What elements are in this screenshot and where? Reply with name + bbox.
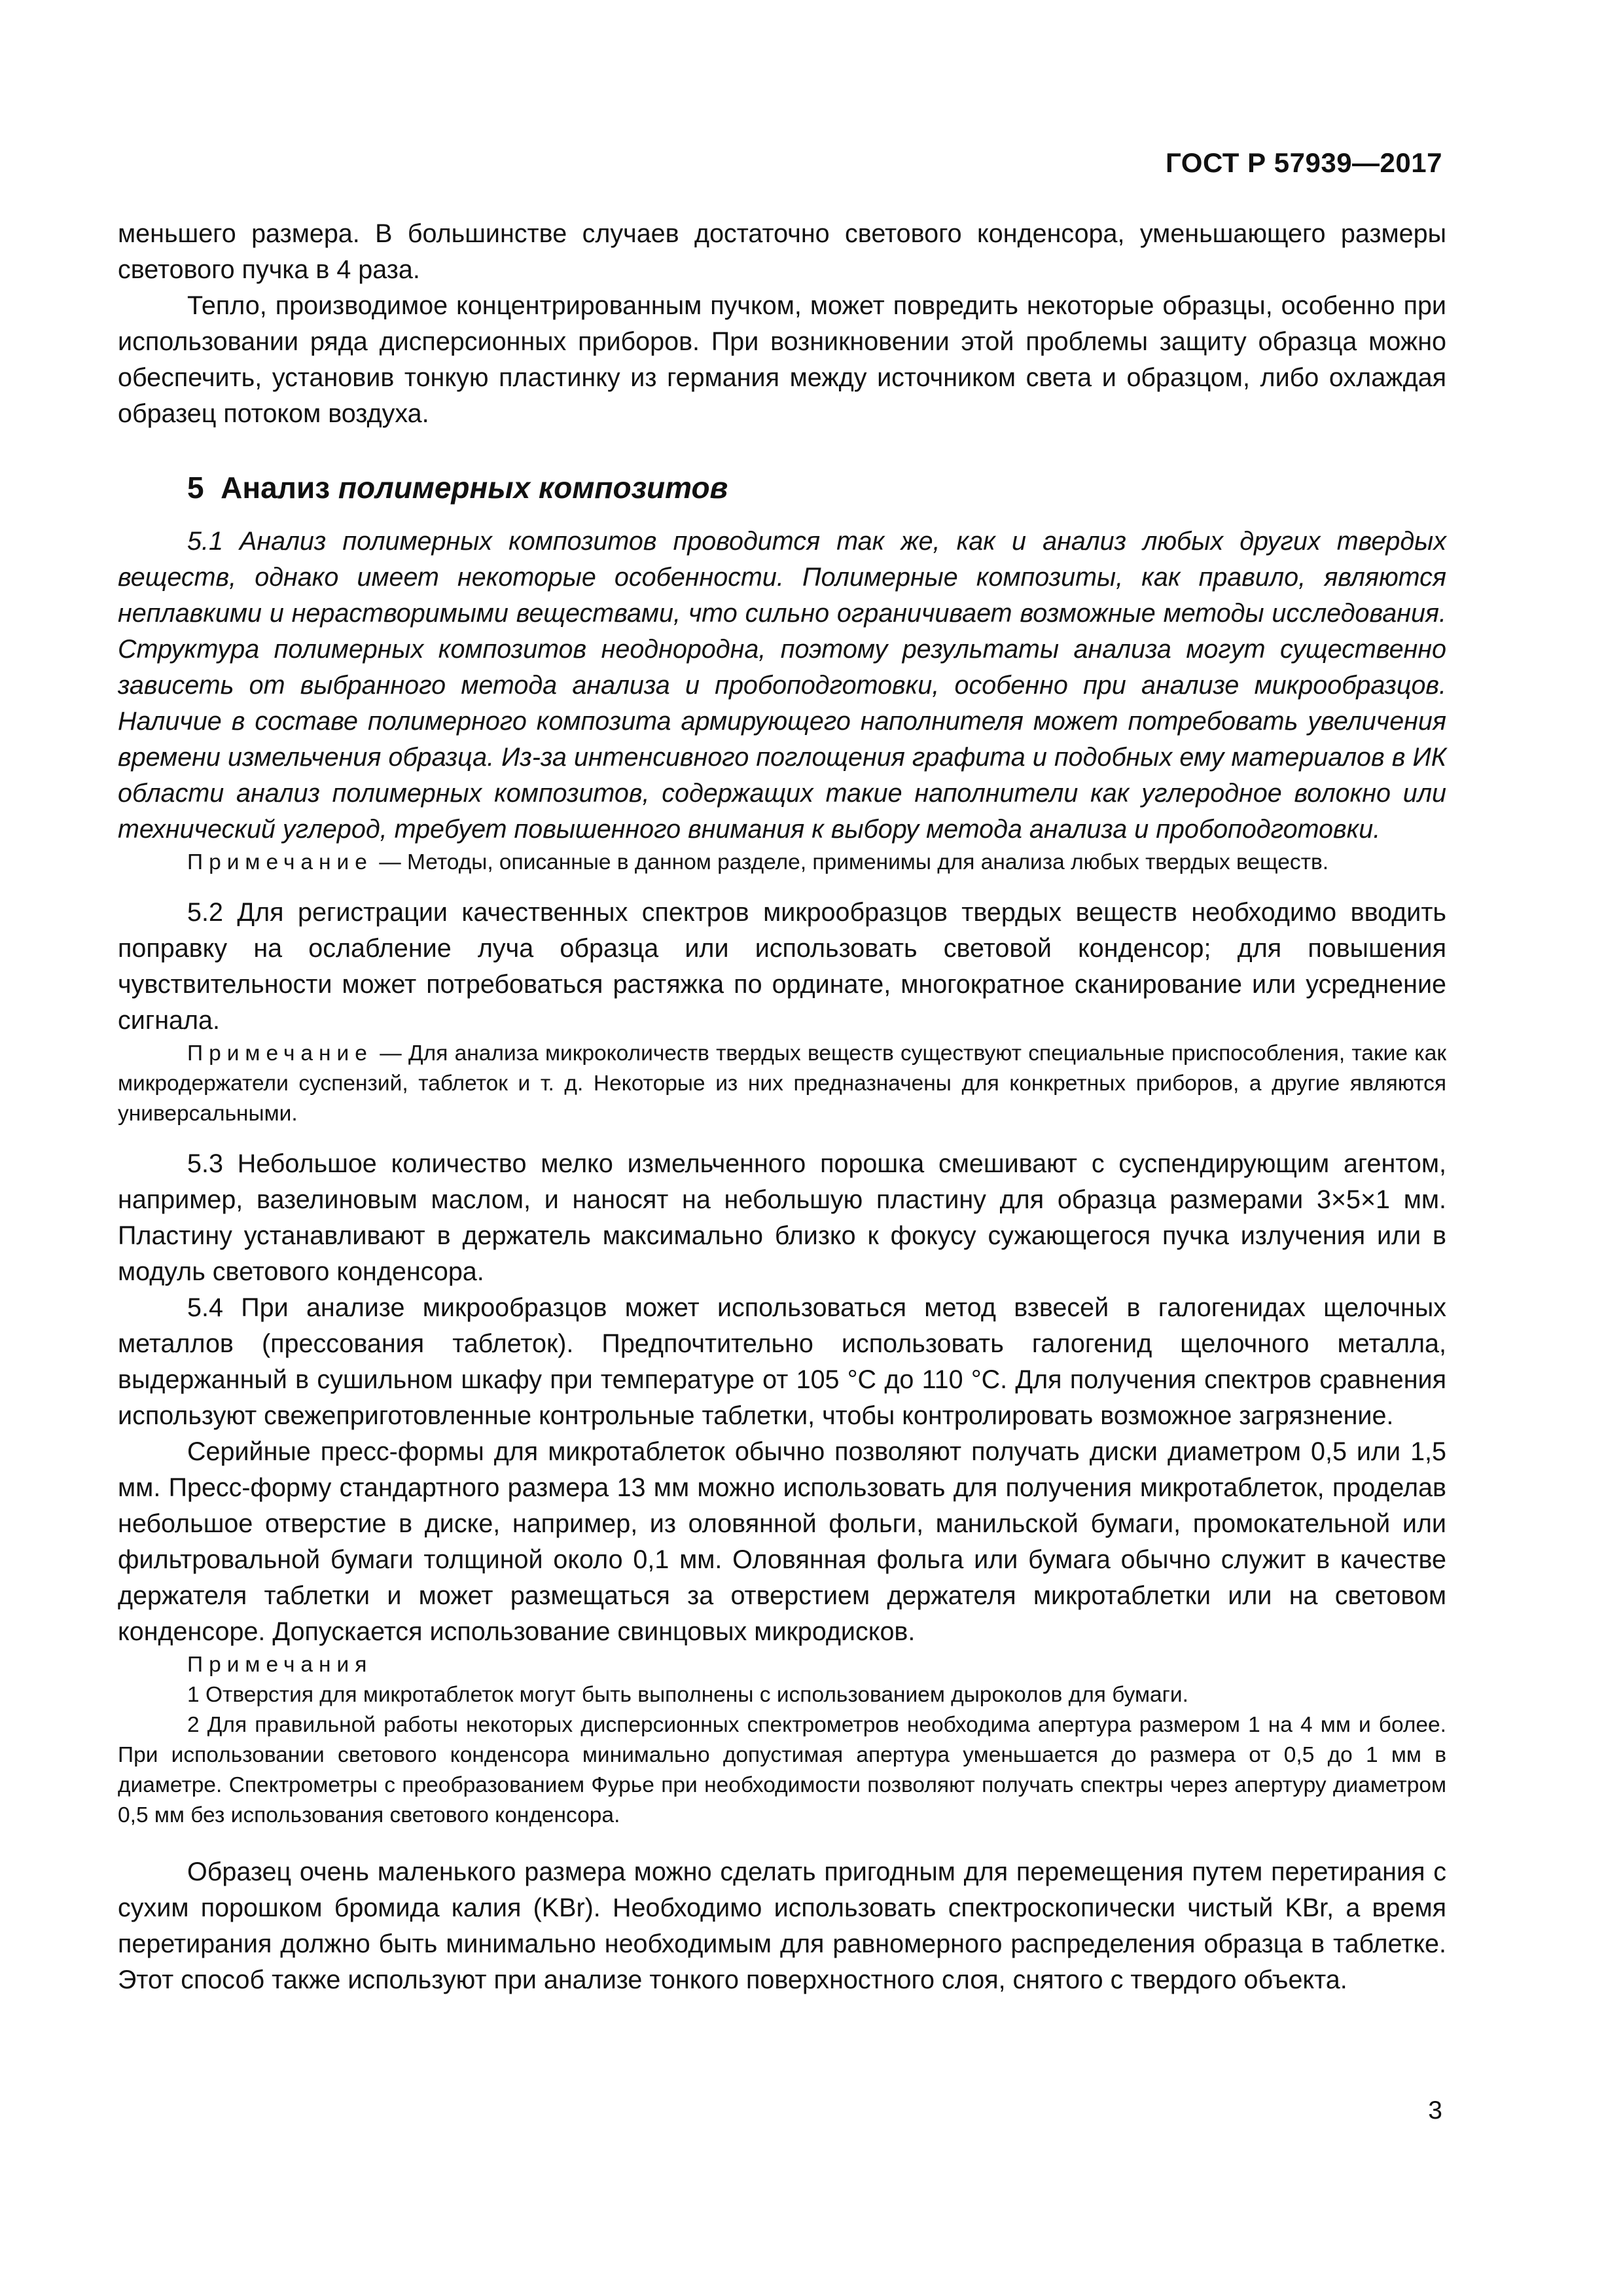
note-text: — Методы, описанные в данном разделе, применимы для анализа любых твердых веществ.	[379, 850, 1329, 874]
paragraph-micro-presses: Серийные пресс-формы для микротаблеток обычно позволяют получать диски диаметром 0,5 или 1,5 мм. Пресс-форму стандартного размера 13 мм можно использовать для получения микротаблеток, проделав небольшое отверстие в диске, например, из оловянной фольги, манильской бумаги, промокательной или фильтровальной бумаги толщиной около 0,1 мм. Оловянная фольга или бумага обычно служит в качестве держателя таблетки и может размещаться за отверстием держателя микротаблетки или на световом конденсоре. Допускается использование свинцовых микродисков.	[118, 1437, 1446, 1646]
note-2	[118, 1039, 1446, 1129]
note-1	[118, 848, 1446, 878]
note-text: — Для анализа микроколичеств твердых веществ существуют специальные приспособления, такие как микродержатели суспензий, таблеток и т. д. Некоторые из них предназначены для конкретных приборов, а другие являются универсальными.	[118, 1041, 1446, 1126]
page-content	[118, 216, 1446, 1998]
notes-heading: Примечания	[187, 1653, 373, 1677]
section-title-plain: Анализ	[221, 471, 330, 505]
clause-5-2: 5.2 Для регистрации качественных спектров микрообразцов твердых веществ необходимо вводить поправку на ослабление луча образца или использовать световой конденсор; для повышения чувствительности может потребоваться растяжка по ординате, многократное сканирование или усреднение сигнала.	[118, 898, 1446, 1035]
clause-5-1: 5.1 Анализ полимерных композитов проводится так же, как и анализ любых других твердых веществ, однако имеет некоторые особенности. Полимерные композиты, как правило, являются неплавкими и нерастворимыми веществами, что сильно ограничивает возможные методы исследования. Структура полимерных композитов неоднородна, поэтому результаты анализа могут существенно зависеть от выбранного метода анализа и пробоподготовки, особенно при анализе микрообразцов. Наличие в составе полимерного композита армирующего наполнителя может потребовать увеличения времени измельчения образца. Из-за интенсивного поглощения графита и подобных ему материалов в ИК области анализ полимерных композитов, содержащих такие наполнители как углеродное волокно или технический углерод, требует повышенного внимания к выбору метода анализа и пробоподготовки.	[118, 527, 1446, 844]
page-number: 3	[1428, 2096, 1442, 2125]
clause-5-4: 5.4 При анализе микрообразцов может использоваться метод взвесей в галогенидах щелочных металлов (прессования таблеток). Предпочтительно использовать галогенид щелочного металла, выдержанный в сушильном шкафу при температуре от 105 °С до 110 °С. Для получения спектров сравнения используют свежеприготовленные контрольные таблетки, чтобы контролировать возможное загрязнение.	[118, 1293, 1446, 1430]
paragraph-heat-damage: Тепло, производимое концентрированным пучком, может повредить некоторые образцы, особенно при использовании ряда дисперсионных приборов. При возникновении этой проблемы защиту образца можно обеспечить, установив тонкую пластинку из германия между источником света и образцом, либо охлаждая образец потоком воздуха.	[118, 291, 1446, 428]
section-5-title	[118, 470, 1446, 505]
standard-code-header: ГОСТ Р 57939—2017	[1166, 147, 1442, 178]
note-label: Примечание	[187, 1041, 373, 1066]
note-item: 1 Отверстия для микротаблеток могут быть выполнены с использованием дыроколов для бумаги.	[187, 1683, 1188, 1707]
section-number: 5	[187, 471, 204, 505]
note-label: Примечание	[187, 850, 373, 874]
note-item: 2 Для правильной работы некоторых дисперсионных спектрометров необходима апертура размером 1 на 4 мм и более. При использовании светового конденсора минимально допустимая апертура уменьшается до размера от 0,5 до 1 мм в диаметре. Спектрометры с преобразованием Фурье при необходимости позволяют получать спектры через апертуру диаметром 0,5 мм без использования светового конденсора.	[118, 1713, 1446, 1827]
clause-5-3: 5.3 Небольшое количество мелко измельченного порошка смешивают с суспендирующим агентом, например, вазелиновым маслом, и наносят на небольшую пластину для образца размерами 3×5×1 мм. Пластину устанавливают в держатель максимально близко к фокусу сужающегося пучка излучения или в модуль светового конденсора.	[118, 1149, 1446, 1286]
paragraph-continuation: меньшего размера. В большинстве случаев достаточно светового конденсора, уменьшающего размеры светового пучка в 4 раза.	[118, 219, 1446, 284]
section-title-italic: полимерных композитов	[338, 471, 728, 505]
paragraph-kbr: Образец очень маленького размера можно сделать пригодным для перемещения путем перетирания с сухим порошком бромида калия (KBr). Необходимо использовать спектроскопически чистый KBr, а время перетирания должно быть минимально необходимым для равномерного распределения образца в таблетке. Этот способ также используют при анализе тонкого поверхностного слоя, снятого с твердого объекта.	[118, 1857, 1446, 1994]
